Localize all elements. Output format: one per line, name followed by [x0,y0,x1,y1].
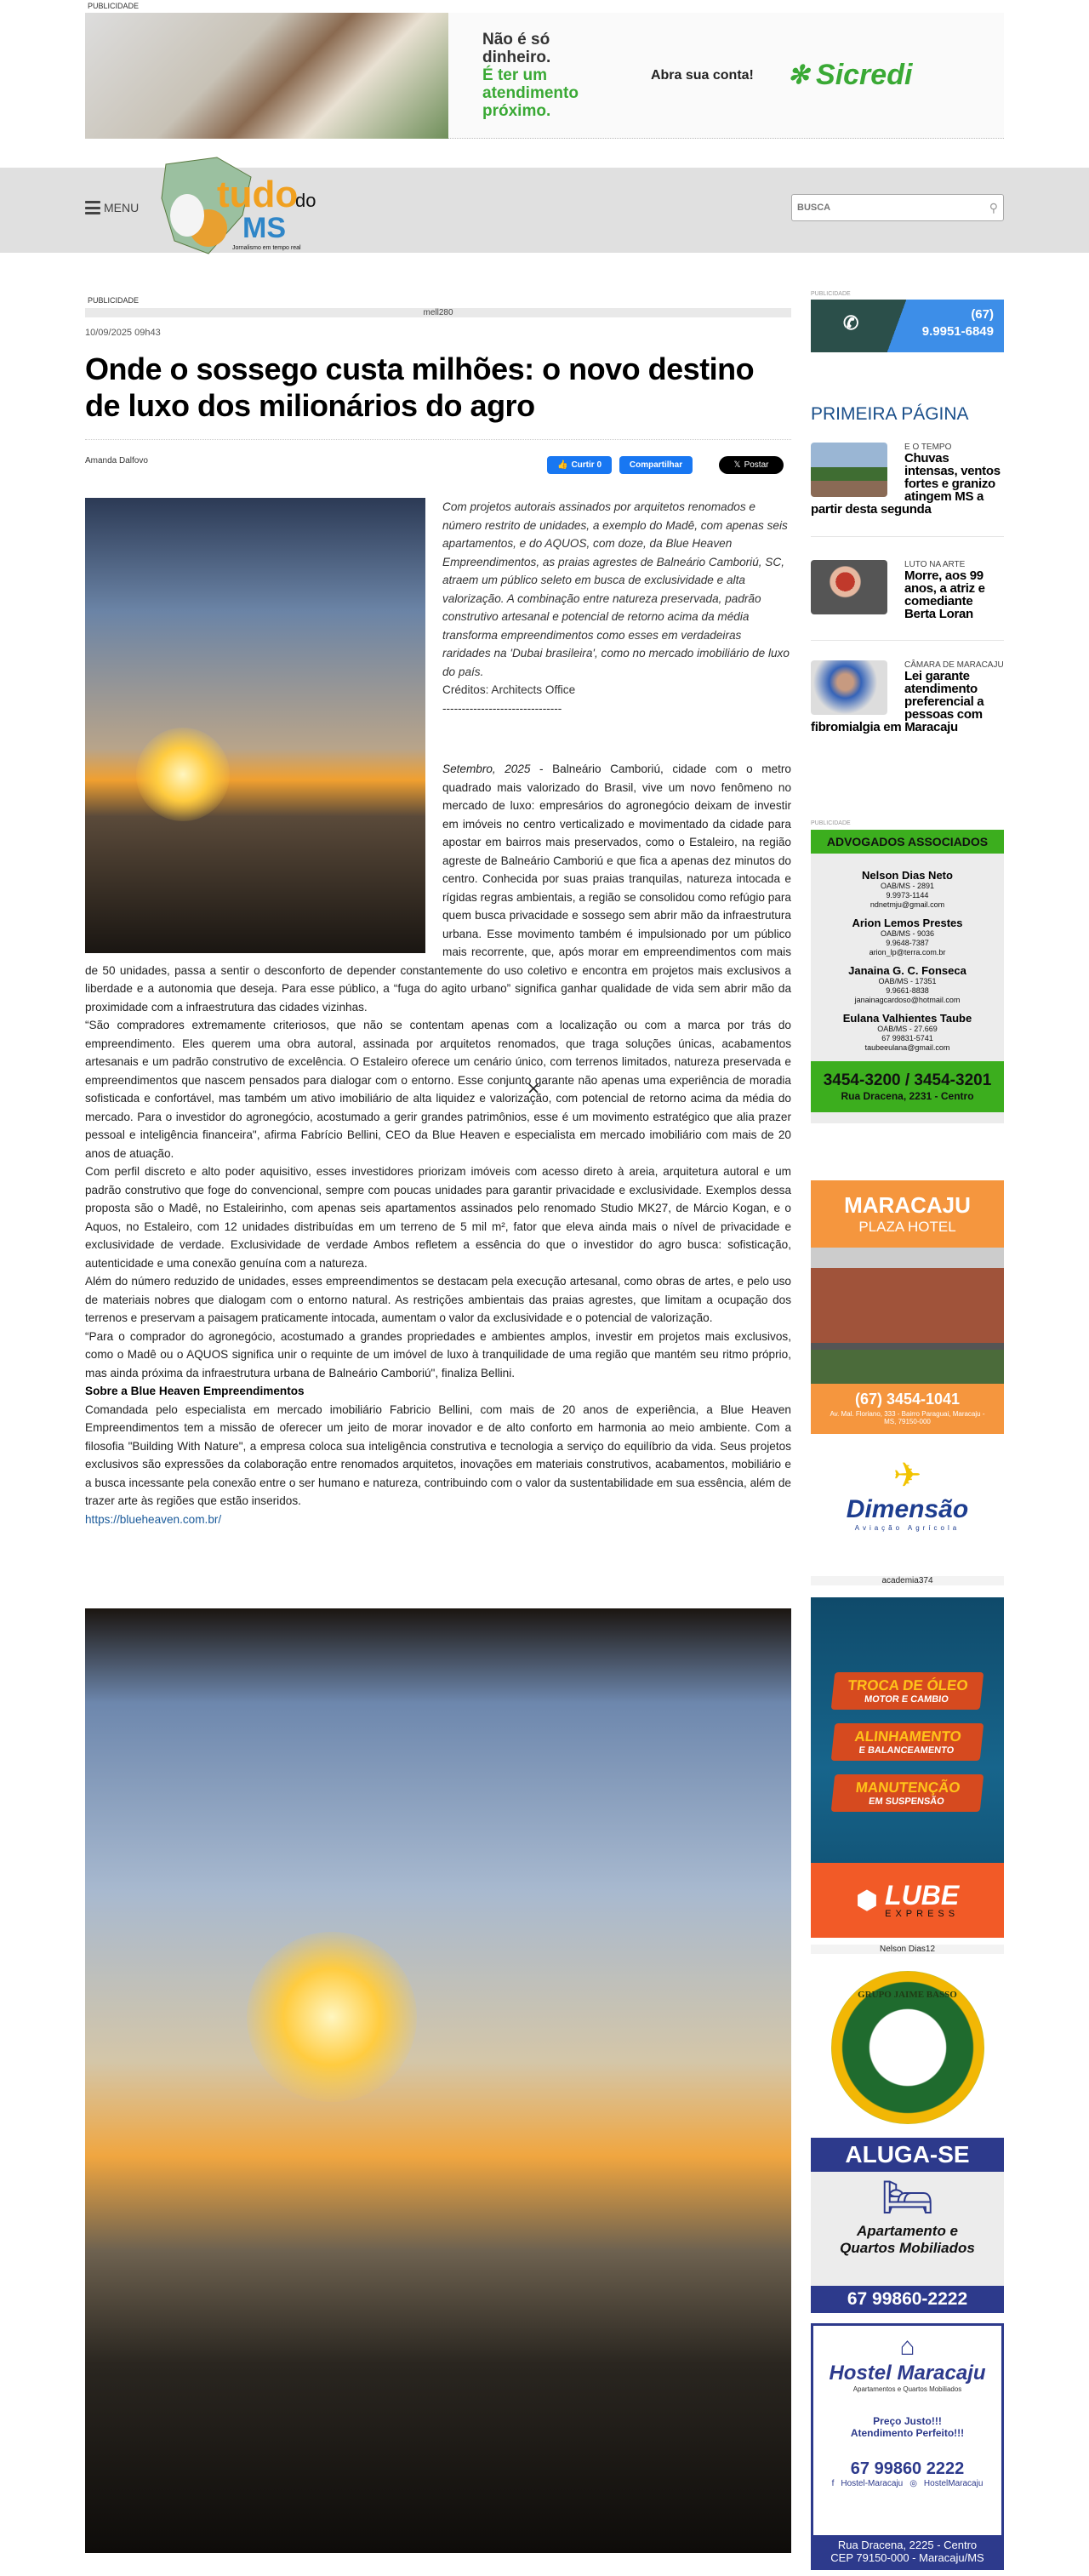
lawyer: Nelson Dias Neto OAB/MS - 2891 9.9973-1144 ndnetmju@gmail.com [862,869,953,909]
ad-photo [85,13,448,139]
dimensao-ad[interactable]: ✈ Dimensão Aviação Agrícola [811,1451,1004,1566]
news-item[interactable]: LUTO NA ARTE Morre, aos 99 anos, a atriz e comediante Berta Loran [811,560,1004,620]
image-credits: Créditos: Architects Office [442,683,576,696]
paragraph: Setembro, 2025 - Balneário Camboriú, cidade com o metro quadrado mais valorizado do Brasil, vive um novo fenômeno no mercado de luxo: empresários do agronegócio deixam de investir em imóveis no centro verticalizado e movimentado da cidade para apostar em bairros mais preservados, como o Estaleiro, na região agreste de Balneário Camboriú e que fica a apenas dez minutos do centro. Conhecida por suas praias tranquilas, natureza intocada e rígidas regras ambientais, a região se consolidou como refúgio para quem busca privacidade e sossego sem abrir mão da infraestrutura urbana. Esse movimento também é impulsionado por um público mais recorrente, que, após morar em empreendimentos com mais de 50 unidades, passa a sentir o desconforto de depender constantemente do uso coletivo e encontra em projetos mais exclusivos a liberdade e a autonomia que deseja. Para esse público, a “fuga do agito urbano” significa ganhar qualidade de vida sem abrir mão da proximidade com a infraestrutura das cidades vizinhas. [85,763,791,1014]
ad-message: Não é só dinheiro. É ter um atendimento próximo. [482,31,579,120]
lawyer: Janaina G. C. Fonseca OAB/MS - 17351 9.9661-8838 janainagcardoso@hotmail.com [848,964,966,1004]
hostel-ad[interactable]: ⌂ Hostel Maracaju Apartamentos e Quartos Mobiliados Preço Justo!!! Atendimento Perfeito!!! 67 99860 2222 f Hostel-Maracaju ◎ HostelMaracaju Rua Dracena, 2225 - Centro CEP 79150-000 - Maracaju/MS [811,2323,1004,2570]
paragraph: Com perfil discreto e alto poder aquisitivo, esses investidores priorizam imóveis com acesso direto à areia, arquitetura autoral e um padrão construtivo que foge do convencional, sempre com poucas unidades para garantir privacidade e exclusividade. Exemplos dessa proposta são o Madê, no Estaleirinho, com apenas seis apartamentos assinados pelo renomado Studio MK27, de Márcio Kogan, e o Aquos, no Estaleiro, com 12 unidades distribuídas em um terreno de 5 mil m², fator que eleva ainda mais o nível de privacidade e exclusividade de verdade. Exclusividade de verdade Ambos refletem a essência do que o investidor do agro busca: sofisticação, autenticidade e uma conexão genuína com a natureza. [85,1165,791,1270]
close-ad-icon[interactable] [527,1082,539,1094]
ad-caption: Nelson Dias12 [811,1945,1004,1954]
facebook-icon: f [831,2479,835,2488]
about-heading: Sobre a Blue Heaven Empreendimentos [85,1385,305,1397]
whatsapp-ad[interactable]: ✆ (67) 9.9951-6849 [811,300,1004,352]
article-body [85,760,791,1528]
news-thumbnail [811,443,887,497]
hotel-ad[interactable]: MARACAJU PLAZA HOTEL (67) 3454-1041 Av. Mal. Floriano, 333 - Bairro Paraguai, Maracaju - MS, 79150-000 [811,1180,1004,1434]
lube-logo-icon: ⬢ [855,1886,879,1915]
article-lead: Com projetos autorais assinados por arquitetos renomados e número restrito de unidades, a exemplo do Madê, com apenas seis apartamentos, e do AQUOS, com doze, da Blue Heaven Empreendimentos, as praias agrestes de Balneário Camboriú, SC, atraem um público seleto em busca de exclusividade e alta valorização. A combinação entre natureza preservada, padrão construtivo artesanal e potencial de retorno acima da média transforma empreendimentos como esses em verdadeiras raridades na 'Dubai brasileira', como no mercado imobiliário de luxo do país. Créditos: Architects Office ------------------------------- [442,498,791,717]
sicredi-icon: ✻ [787,61,810,89]
paragraph: “Para o comprador do agronegócio, acostumado a grandes propriedades e ambientes amplos, investir em projetos mais exclusivos, como o Madê ou o AQUOS significa unir o requinte de um imóvel de luxo à tranquilidade de uma região que mantém seu ritmo próprio, mas ainda próxima da infraestrutura urbana de Balneário Camboriú", finaliza Bellini. [85,1329,791,1379]
sicredi-banner-ad[interactable] [85,13,1004,139]
ad-placeholder: mell280 [85,308,791,317]
svg-text:do: do [295,190,316,211]
hamburger-icon [85,201,100,214]
divider [811,640,1004,641]
svg-text:MS: MS [242,212,286,244]
whatsapp-icon: ✆ [843,312,859,334]
sicredi-logo: ✻ Sicredi [787,59,913,91]
instagram-icon: ◎ [909,2479,917,2488]
news-thumbnail [811,660,887,715]
news-item[interactable]: CÂMARA DE MARACAJU Lei garante atendimento preferencial a pessoas com fibromialgia em Maracaju [811,660,1004,734]
lawyers-ad[interactable]: ADVOGADOS ASSOCIADOS Nelson Dias Neto OAB/MS - 2891 9.9973-1144 ndnetmju@gmail.com Arion Lemos Prestes OAB/MS - 9036 9.9648-7387 arion_lp@terra.com.br Janaina G. C. Fonseca OAB/MS - 17351 9.9661-8838 janainagcardoso@hotmail.com Eulana Valhientes Taube OAB/MS - 27.669 67 99831-5741 taubeeulana@gmail.com 3454-3200 / 3454-3201 Rua Dracena, 2231 - Centro [811,830,1004,1123]
news-thumbnail [811,560,887,614]
paragraph: “São compradores extremamente criteriosos, que não se contentam apenas com a localização ou com a marca por trás do empreendimento. Eles querem uma obra autoral, assinada por arquitetos renomados, que traga soluções únicas, acabamentos artesanais e um padrão construtivo de excelência. O Estaleiro oferece um cenário único, com terrenos limitados, natureza preservada e empreendimentos que nascem pensados para dialogar com o entorno. Esse conjunto garante não apenas uma experiência de moradia sofisticada e confortável, mas também um ativo imobiliário de alta liquidez e valorização, com potencial de retorno acima da média do mercado. Para o investidor do agronegócio, acostumado a gerir grandes patrimônios, esse é um movimento estratégico que alia prazer pessoal e inteligência financeira", afirma Fabrício Bellini, CEO da Blue Heaven e especialista em mercado imobiliário com mais de 20 anos de atuação. [85,1019,791,1160]
ad-label: PUBLICIDADE [811,291,851,297]
ad-caption: academia374 [811,1576,1004,1585]
paragraph: Além do número reduzido de unidades, esses empreendimentos se destacam pela execução artesanal, como obras de artes, e pelo uso de materiais nobres que dialogam com o entorno natural. As restrições ambientais das praias agrestes, que limitam a ocupação dos terrenos e preservam a paisagem praticamente intocada, aumentam o valor da exclusividade e o potencial de valorização. [85,1275,791,1324]
facebook-like-button[interactable]: 👍 Curtir 0 [547,456,612,474]
site-logo[interactable] [157,156,328,256]
facebook-share-button[interactable]: Compartilhar [619,456,693,474]
lube-express-ad[interactable]: TROCA DE ÓLEO MOTOR E CAMBIO ALINHAMENTO E BALANCEAMENTO MANUTENÇÃO EM SUSPENSÃO ⬢ LUBE EXPRESS [811,1597,1004,1938]
author-name: Amanda Dalfovo [85,456,148,466]
search-icon[interactable]: ⚲ [989,200,998,214]
ad-cta: Abra sua conta! [650,67,754,83]
section-title: PRIMEIRA PÁGINA [811,404,969,424]
ad-label: PUBLICIDADE [88,296,140,305]
search-input[interactable] [797,203,989,213]
divider [85,439,791,440]
aluga-se-ad[interactable]: ALUGA-SE 🛏 Apartamento e Quartos Mobiliados 67 99860-2222 [811,2138,1004,2313]
news-item[interactable]: E O TEMPO Chuvas intensas, ventos fortes e granizo atingem MS a partir desta segunda [811,443,1001,517]
publish-date: 10/09/2025 09h43 [85,328,161,338]
bed-icon: 🛏 [880,2173,935,2221]
thumbs-up-icon: 👍 [556,460,568,470]
jaime-basso-ad[interactable]: GRUPO JAIME BASSO [811,1966,1004,2128]
search-box [791,194,1004,221]
hotel-photo [811,1248,1004,1384]
ad-label: PUBLICIDADE [88,2,140,10]
article-image-sunset-large [85,1608,791,2553]
blueheaven-link[interactable]: https://blueheaven.com.br/ [85,1512,222,1526]
divider [811,536,1004,537]
airplane-icon: ✈ [892,1457,922,1494]
paragraph: Comandada pelo especialista em mercado imobiliário Fabricio Bellini, com mais de 20 anos de experiência, a Blue Heaven Empreendimentos tem a missão de oferecer um jeito de morar inovador e de alto conforto em harmonia ao meio ambiente. Com a filosofia "Building With Nature", a empresa coloca sua inteligência construtiva e tecnologia a serviço do equilíbrio da vida. Seus projetos exclusivos são expressões da colaboração entre renomados arquitetos, inovações em materiais construtivos, acabamentos, mobiliário e a busca incessante pela conexão entre o ser humano e natureza, contribuindo com o valor da sustentabilidade em sua essência, além de trazer arte às regiões que estão inseridos. [85,1402,791,1507]
menu-button[interactable]: MENU [85,201,139,214]
article-title: Onde o sossego custa milhões: o novo destino de luxo dos milionários do agro [85,351,755,423]
x-post-button[interactable]: 𝕏 Postar [719,456,784,474]
lawyer: Arion Lemos Prestes OAB/MS - 9036 9.9648-7387 arion_lp@terra.com.br [852,917,963,957]
svg-text:Jornalismo em tempo real: Jornalismo em tempo real [232,245,301,251]
lawyer: Eulana Valhientes Taube OAB/MS - 27.669 67 99831-5741 taubeeulana@gmail.com [842,1012,972,1052]
svg-text:tudo: tudo [217,174,299,215]
house-icon: ⌂ [899,2333,915,2361]
x-logo-icon: 𝕏 [733,460,741,470]
